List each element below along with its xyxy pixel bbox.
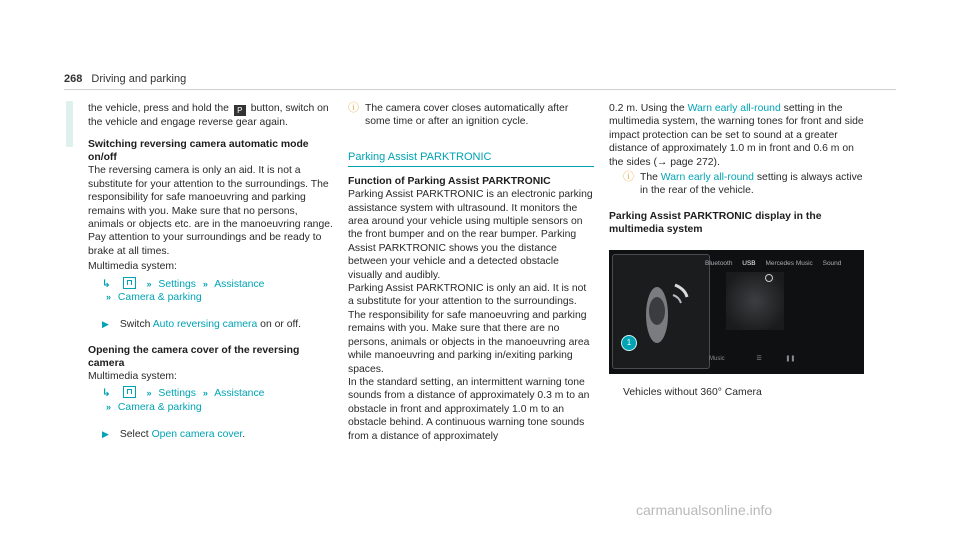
tab-mercedes-music[interactable]: Mercedes Music [765, 259, 813, 267]
warn-early-setting: Warn early all-round [687, 103, 781, 114]
heading-auto-mode: Switching reversing camera automatic mode on/off [88, 139, 309, 164]
menu-path-2 [102, 386, 333, 414]
step-triangle-icon: ▶ [102, 319, 109, 330]
column-2 [348, 102, 594, 443]
menu-path-1 [102, 277, 333, 305]
chevron-icon: » [106, 401, 112, 412]
body-warn-early: 0.2 m. Using the Warn early all-round setting in the multimedia system, the warning tones for front and side impact protection can be set to sound at a greater distance of approximately 1.0 m in front and 0.6 m on the sides (→ page 272). [609, 103, 864, 168]
home-icon [123, 277, 136, 289]
path-settings: Settings [158, 388, 196, 400]
page-header [64, 73, 186, 86]
media-tabs [705, 257, 849, 270]
parking-display-panel [612, 254, 710, 369]
path-camera-parking: Camera & parking [117, 401, 202, 413]
path-assistance: Assistance [214, 278, 265, 290]
body-function-2: Parking Assist PARKTRONIC is only an aid. It is not a substitute for your attention to the surroundings. The responsibility for safe manoeuvring and parking remains with you. Make sure that there are no persons, animals or objects in the manoeuvring area while manoeuvring and parking in/exiting parking spaces. [348, 283, 590, 375]
chevron-icon: » [146, 278, 152, 289]
body-auto-mode: The reversing camera is only an aid. It is not a substitute for your attention to the surroundings. The responsibility for safe manoeuvring and parking remains with you. Make sure that no persons, animals or objects etc. are in the manoeuvring range. Pay attention to your surroundings and be ready to brake at all times. [88, 165, 333, 257]
tab-bluetooth[interactable]: Bluetooth [705, 259, 733, 267]
multimedia-label-1: Multimedia system: [88, 261, 177, 273]
info-icon: ⓘ [348, 102, 359, 114]
multimedia-screenshot [609, 250, 864, 374]
path-assistance: Assistance [214, 388, 265, 400]
path-arrow-icon: ↳ [102, 278, 111, 290]
note-camera-cover: ⓘ The camera cover closes automatically after some time or after an ignition cycle. [348, 102, 569, 128]
continuation-marker [66, 101, 73, 147]
music-label[interactable]: Music [709, 355, 725, 362]
heading-camera-cover: Opening the camera cover of the reversing camera [88, 344, 300, 369]
path-arrow-icon: ↳ [102, 388, 111, 400]
path-settings: Settings [158, 278, 196, 290]
chevron-icon: » [202, 278, 208, 289]
auto-reversing-camera-setting: Auto reversing camera [152, 319, 258, 331]
body-function-3: In the standard setting, an intermittent warning tone sounds from a distance of approximately 0.3 m to an obstacle in front and approximately 1.0 m to an obstacle behind. A continuous warning tone sounds from a distance of approximately [348, 376, 590, 442]
note-warn-early: ⓘ The Warn early all-round setting is always active in the rear of the vehicle. [623, 171, 863, 197]
section-title: Parking Assist PARKTRONIC [348, 151, 594, 167]
step-open-cover: ▶ Select Open camera cover. [102, 429, 246, 441]
multimedia-label-2: Multimedia system: [88, 370, 177, 382]
page-number: 268 [64, 73, 83, 85]
media-control-bar [709, 353, 864, 365]
step-auto-camera: ▶ Switch Auto reversing camera on or off. [102, 319, 301, 331]
chevron-icon: » [146, 388, 152, 399]
info-icon: ⓘ [623, 171, 634, 184]
open-camera-cover-setting: Open camera cover [151, 429, 243, 441]
page-reference: (→ page 272). [653, 156, 720, 168]
chevron-icon: » [202, 388, 208, 399]
vehicle-graphic [613, 255, 709, 368]
header-rule [64, 89, 896, 90]
parking-button-icon: P [234, 105, 246, 116]
heading-display: Parking Assist PARKTRONIC display in the multimedia system [609, 210, 822, 235]
column-3 [609, 102, 864, 399]
chapter-title: Driving and parking [91, 73, 187, 85]
body-function-1: Parking Assist PARKTRONIC is an electronic parking assistance system with ultrasound. It monitors the area around your vehicle using multiple sensors on the front bumper and on the rear bumper. Parking Assist PARKTRONIC shows you the distance between your vehicle and a detected obstacle visually and audibly. [348, 189, 593, 281]
tab-sound[interactable]: Sound [822, 259, 842, 267]
list-icon[interactable]: ☰ [756, 355, 762, 362]
callout-badge: 1 [621, 335, 637, 351]
pause-icon[interactable]: ❚❚ [785, 355, 796, 362]
watermark: carmanualsonline.info [636, 502, 773, 518]
home-icon [123, 386, 136, 398]
refresh-icon [765, 274, 773, 282]
warn-early-setting-note: Warn early all-round [660, 172, 754, 184]
camera-image [726, 272, 784, 330]
step-triangle-icon: ▶ [102, 429, 109, 440]
image-caption: Vehicles without 360° Camera [623, 386, 762, 398]
tab-usb[interactable]: USB [742, 259, 756, 267]
heading-function: Function of Parking Assist PARKTRONIC [348, 176, 551, 188]
path-camera-parking: Camera & parking [117, 292, 202, 304]
chevron-icon: » [106, 292, 112, 303]
column-1 [88, 102, 333, 442]
intro-text: the vehicle, press and hold the P button, switch on the vehicle and engage reverse gear again. [88, 103, 329, 128]
